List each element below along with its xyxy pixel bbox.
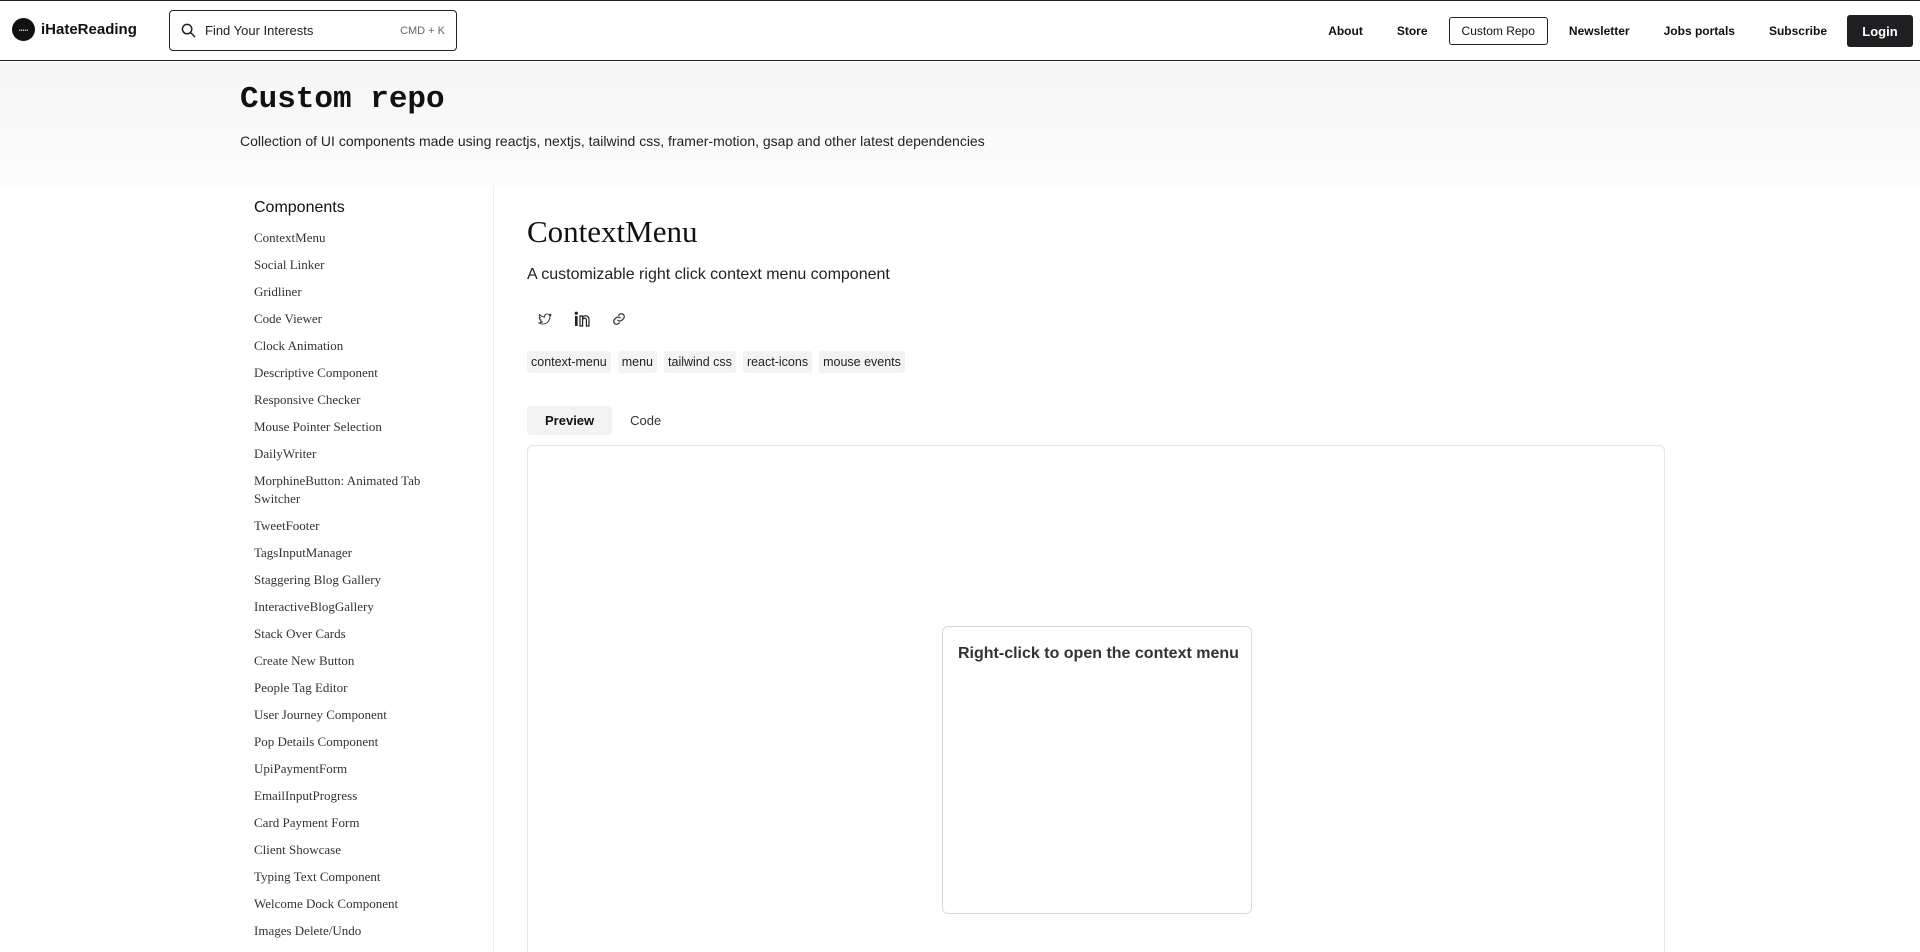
copy-link-button[interactable] [609, 309, 629, 329]
sidebar-item-gridliner[interactable]: Gridliner [254, 284, 302, 299]
component-title: ContextMenu [527, 214, 698, 249]
search-icon [181, 23, 196, 38]
demo-instruction: Right-click to open the context menu [958, 645, 1239, 662]
nav-links [1311, 15, 1913, 47]
sidebar-item-social-linker[interactable]: Social Linker [254, 257, 325, 272]
tag-chip: context-menu [527, 351, 611, 373]
nav-link-about[interactable]: About [1328, 24, 1363, 38]
sidebar-item-welcome-dock-component[interactable]: Welcome Dock Component [254, 896, 399, 911]
sidebar-item-tags-input-manager[interactable]: TagsInputManager [254, 545, 353, 560]
sidebar-list [254, 229, 454, 949]
sidebar-item-email-input-progress[interactable]: EmailInputProgress [254, 788, 358, 803]
sidebar-item-people-tag-editor[interactable]: People Tag Editor [254, 680, 348, 695]
sidebar-item-client-showcase[interactable]: Client Showcase [254, 842, 342, 857]
nav-link-newsletter[interactable]: Newsletter [1568, 24, 1630, 38]
tab-code[interactable]: Code [630, 413, 662, 428]
page-title: Custom repo [240, 82, 445, 117]
login-button[interactable]: Login [1847, 15, 1913, 47]
sidebar-item-tweet-footer[interactable]: TweetFooter [254, 518, 320, 533]
hero-banner [0, 62, 1920, 186]
sidebar-item-mouse-pointer-selection[interactable]: Mouse Pointer Selection [254, 419, 382, 434]
search-input[interactable] [169, 10, 457, 51]
tag-chip: react-icons [743, 351, 812, 373]
sidebar-title: Components [254, 199, 345, 216]
sidebar-item-staggering-blog-gallery[interactable]: Staggering Blog Gallery [254, 572, 382, 587]
sidebar-item-create-new-button[interactable]: Create New Button [254, 653, 355, 668]
sidebar-item-pop-details-component[interactable]: Pop Details Component [254, 734, 379, 749]
share-linkedin-button[interactable] [572, 309, 592, 329]
sidebar-item-code-viewer[interactable]: Code Viewer [254, 311, 322, 326]
brand[interactable] [12, 18, 137, 41]
nav-link-subscribe[interactable]: Subscribe [1768, 24, 1827, 38]
preview-panel [527, 445, 1665, 952]
link-icon [612, 312, 626, 326]
tag-chip: menu [618, 351, 657, 373]
component-description: A customizable right click context menu component [527, 266, 890, 283]
sidebar-item-user-journey-component[interactable]: User Journey Component [254, 707, 387, 722]
search-placeholder: Find Your Interests [205, 23, 314, 38]
view-tabs [527, 406, 679, 435]
sidebar-item-card-payment-form[interactable]: Card Payment Form [254, 815, 360, 830]
share-row [535, 309, 646, 329]
sidebar-item-responsive-checker[interactable]: Responsive Checker [254, 392, 361, 407]
tag-chip: mouse events [819, 351, 905, 373]
sidebar-item-interactive-blog-gallery[interactable]: InteractiveBlogGallery [254, 599, 374, 614]
sidebar-item-context-menu[interactable]: ContextMenu [254, 230, 326, 245]
sidebar-item-descriptive-component[interactable]: Descriptive Component [254, 365, 378, 380]
sidebar-item-typing-text-component[interactable]: Typing Text Component [254, 869, 381, 884]
sidebar-item-clock-animation[interactable]: Clock Animation [254, 338, 344, 353]
nav-link-jobs-portals[interactable]: Jobs portals [1663, 24, 1735, 38]
page-subtitle: Collection of UI components made using reactjs, nextjs, tailwind css, framer-motion, gsap and other latest dependencies [240, 133, 985, 149]
top-navbar [0, 0, 1920, 61]
sidebar-item-stack-over-cards[interactable]: Stack Over Cards [254, 626, 346, 641]
nav-link-store[interactable]: Store [1396, 24, 1428, 38]
sidebar-item-daily-writer[interactable]: DailyWriter [254, 446, 317, 461]
nav-link-custom-repo[interactable]: Custom Repo [1449, 17, 1548, 45]
search-shortcut: CMD + K [400, 24, 445, 37]
brand-logo: ●●●●● [12, 18, 35, 41]
linkedin-icon [574, 311, 591, 327]
brand-name: iHateReading [41, 21, 137, 38]
sidebar-item-images-delete-undo[interactable]: Images Delete/Undo [254, 923, 362, 938]
components-sidebar [240, 186, 494, 952]
share-twitter-button[interactable] [535, 309, 555, 329]
context-menu-demo-area[interactable] [942, 626, 1252, 914]
twitter-icon [538, 313, 552, 326]
tag-list [527, 351, 912, 373]
sidebar-item-morphine-button[interactable]: MorphineButton: Animated Tab Switcher [254, 473, 421, 506]
tab-preview[interactable]: Preview [527, 406, 612, 435]
tag-chip: tailwind css [664, 351, 736, 373]
sidebar-item-upi-payment-form[interactable]: UpiPaymentForm [254, 761, 348, 776]
